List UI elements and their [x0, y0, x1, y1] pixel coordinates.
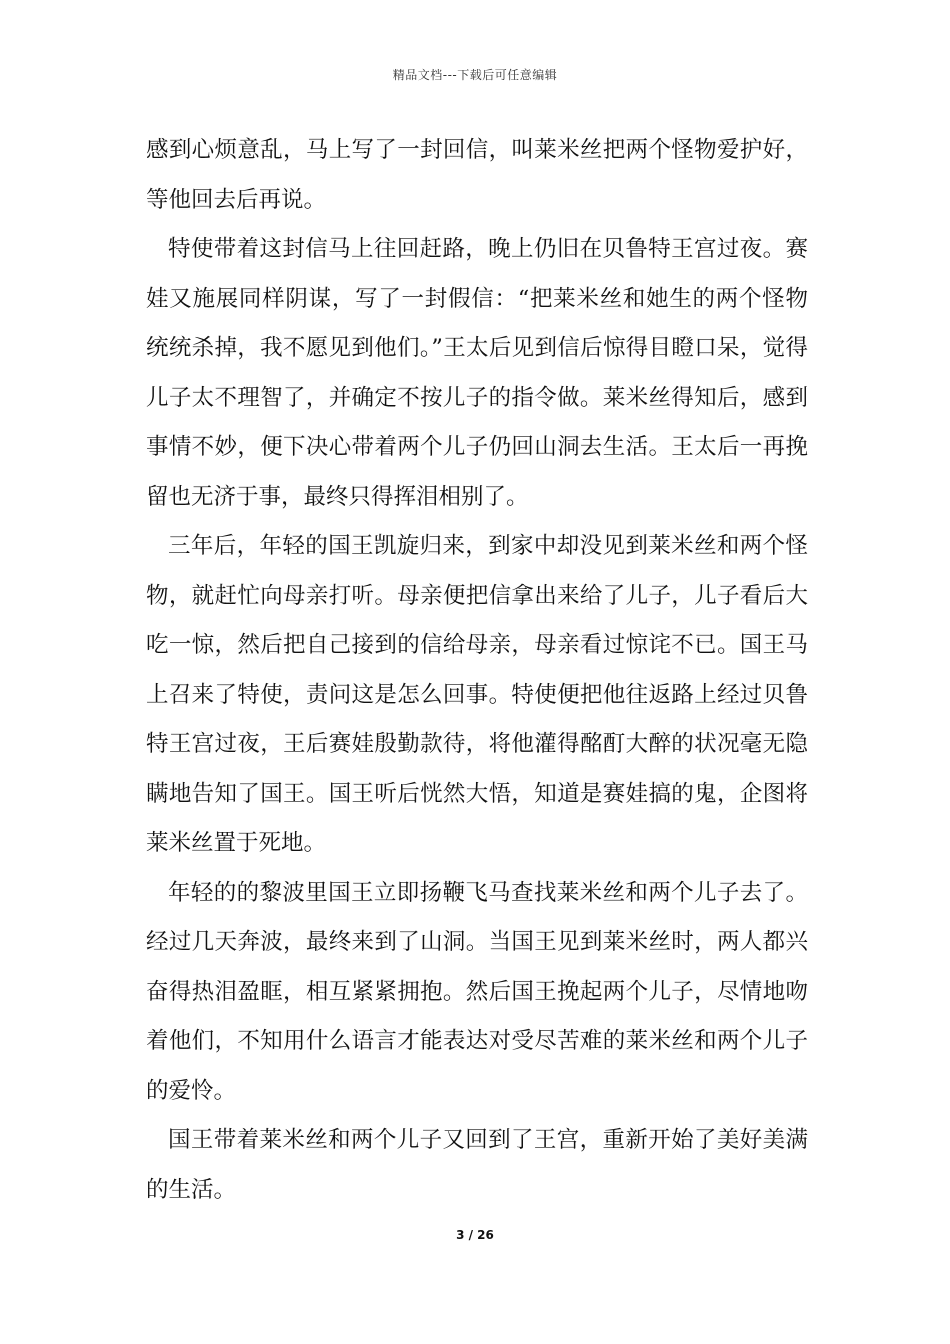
paragraph-king-returns: 三年后，年轻的国王凯旋归来，到家中却没见到莱米丝和两个怪物，就赶忙向母亲打听。母亲便把信拿出来给了儿子，儿子看后大吃一惊，然后把自己接到的信给母亲，母亲看过惊诧不已。国王马上召来了特使，责问这是怎么回事。特使便把他往返路上经过贝鲁特王宫过夜，王后赛娃殷勤款待，将他灌得酩酊大醉的状况毫无隐瞒地告知了国王。国王听后恍然大悟，知道是赛娃搞的鬼，企图将莱米丝置于死地。	[146, 533, 808, 856]
paragraph-continuation: 感到心烦意乱，马上写了一封回信，叫莱米丝把两个怪物爱护好，等他回去后再说。	[146, 137, 808, 213]
document-body	[146, 126, 808, 1215]
page-number: 3 / 26	[456, 1228, 494, 1242]
paragraph-envoy-return: 特使带着这封信马上往回赶路，晚上仍旧在贝鲁特王宫过夜。赛娃又施展同样阴谋，写了一封假信：“把莱米丝和她生的两个怪物统统杀掉，我不愿见到他们。”王太后见到信后惊得目瞪口呆，觉得儿子太不理智了，并确定不按儿子的指令做。莱米丝得知后，感到事情不妙，便下决心带着两个儿子仍回山洞去生活。王太后一再挽留也无济于事，最终只得挥泪相别了。	[146, 236, 808, 510]
paragraph-ending: 国王带着莱米丝和两个儿子又回到了王宫，重新开始了美好美满的生活。	[146, 1127, 808, 1203]
page-header: 精品文档---下载后可任意编辑	[392, 68, 558, 82]
paragraph-reunion: 年轻的的黎波里国王立即扬鞭飞马查找莱米丝和两个儿子去了。经过几天奔波，最终来到了山洞。当国王见到莱米丝时，两人都兴奋得热泪盈眶，相互紧紧拥抱。然后国王挽起两个儿子，尽情地吻着他们，不知用什么语言才能表达对受尽苦难的莱米丝和两个儿子的爱怜。	[146, 879, 808, 1104]
